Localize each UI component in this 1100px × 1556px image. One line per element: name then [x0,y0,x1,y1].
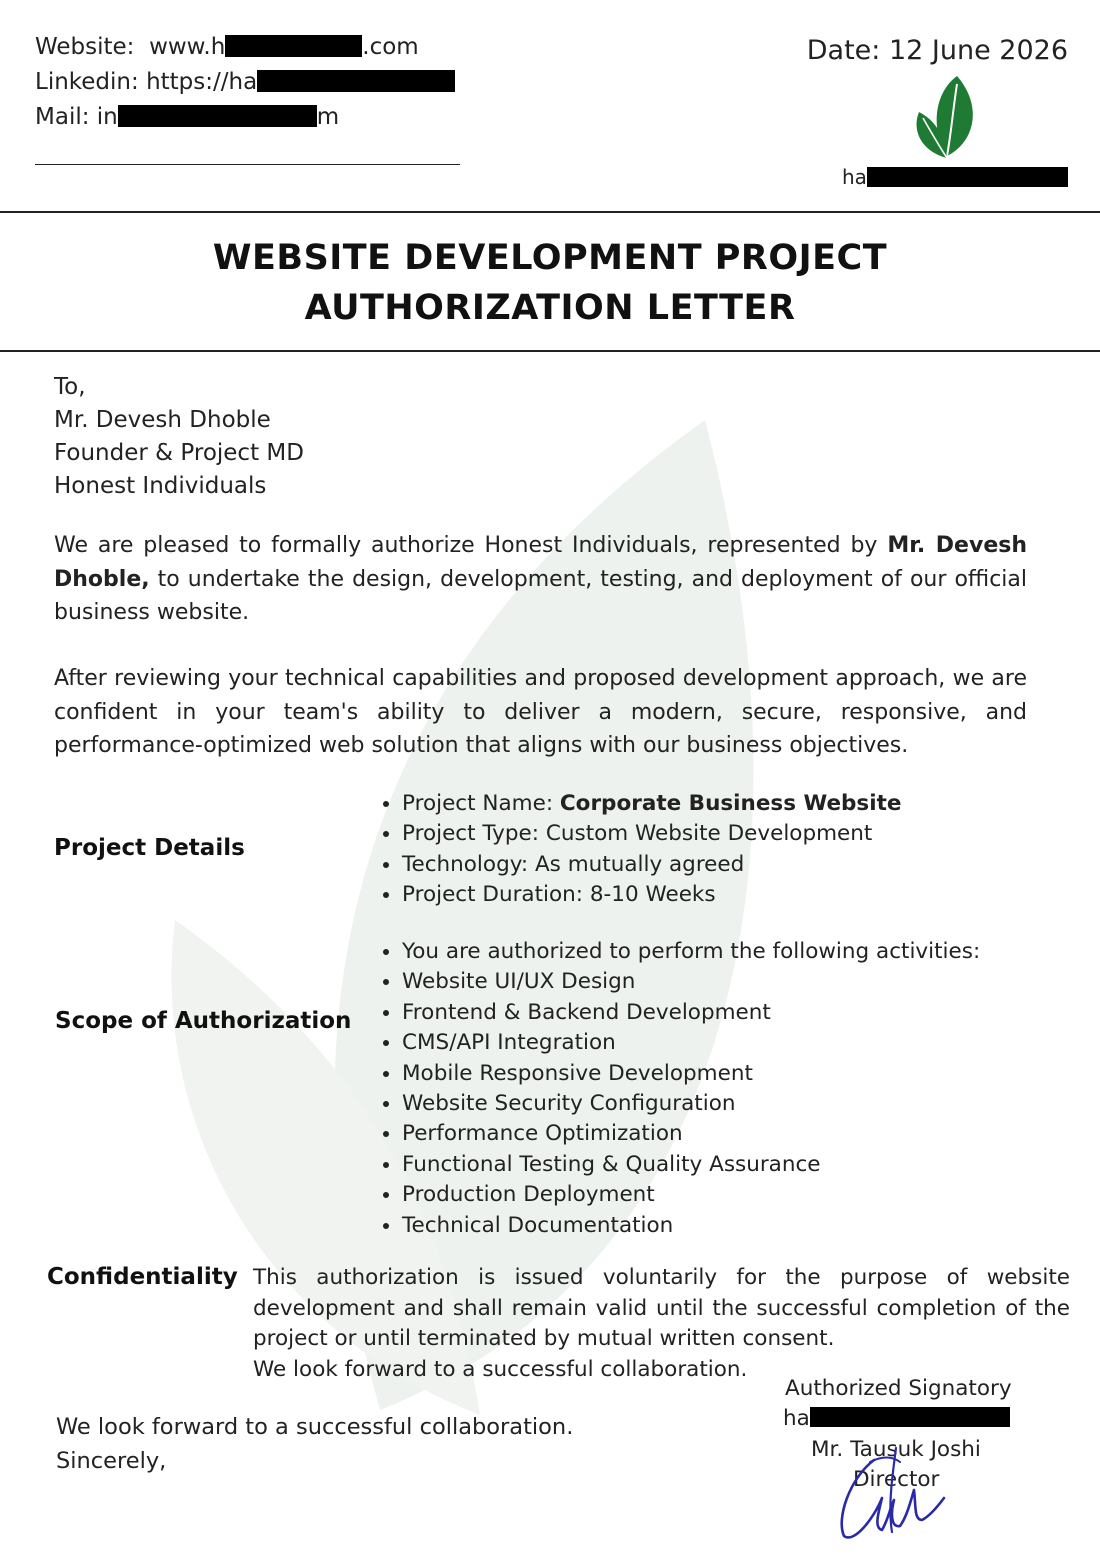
website-line [35,30,419,65]
list-item: • Project Duration: 8-10 Weeks [402,880,901,910]
signatory-company-prefix: ha [783,1406,810,1431]
recipient-company: Honest Individuals [54,473,267,499]
redaction-bar [118,105,317,127]
website-label: Website: [35,34,135,60]
website-suffix: .com [362,34,419,60]
mail-label: Mail: [35,104,90,130]
project-details-label: Project Details [54,835,245,861]
intro-text: We are pleased to formally authorize Honest Individuals, represented by [54,533,888,558]
website-prefix: www.h [149,34,226,60]
closing-line: We look forward to a successful collaboration. [56,1414,574,1440]
recipient-name: Mr. Devesh Dhoble [54,407,271,433]
intro-text-end: to undertake the design, development, testing, and deployment of our official business website. [54,566,1027,625]
signatory-heading: Authorized Signatory [785,1376,1012,1401]
recipient-role: Founder & Project MD [54,440,304,466]
list-item: • Project Type: Custom Website Development [402,819,901,849]
confidentiality-text: This authorization is issued voluntarily for the purpose of website development and shall remain valid until the successful completion of the project or until terminated by mutual written consent. [253,1265,1070,1352]
title-bottom-rule [0,350,1100,352]
redaction-bar [810,1407,1010,1427]
handwritten-signature [830,1428,950,1548]
list-item: • CMS/API Integration [402,1028,980,1058]
signatory-name: Mr. Tausuk Joshi [811,1437,981,1462]
list-item: • Performance Optimization [402,1119,980,1149]
mail-suffix: m [316,104,340,130]
signatory-title: Director [853,1467,940,1492]
list-item: • Website UI/UX Design [402,967,980,997]
linkedin-prefix: https://ha [146,69,258,95]
list-item: • You are authorized to perform the following activities: [402,937,980,967]
confidentiality-closing: We look forward to a successful collaboration. [253,1357,748,1382]
sincerely: Sincerely, [56,1448,167,1474]
project-details-list [378,789,901,911]
title-top-rule [0,211,1100,213]
header-underline [35,164,460,165]
project-name-value: Corporate Business Website [559,791,902,816]
list-item [402,789,901,819]
redaction-bar [225,35,362,57]
list-item: • Mobile Responsive Development [402,1059,980,1089]
letter-date: Date: 12 June 2026 [806,35,1068,66]
company-prefix: ha [842,165,867,189]
project-name-label: Project Name: [402,791,560,816]
salutation: To, [54,374,86,400]
list-item: • Technical Documentation [402,1211,980,1241]
recipient-block [54,371,304,503]
list-item: • Website Security Configuration [402,1089,980,1119]
letter-title-line2: AUTHORIZATION LETTER [304,288,796,328]
intro-bold-name: Mr. Devesh Dhoble, [54,533,1027,592]
mail-line [35,100,339,135]
list-item: • Technology: As mutually agreed [402,850,901,880]
redaction-bar [257,70,455,92]
list-item: • Production Deployment [402,1180,980,1210]
leaf-logo-icon [905,72,985,162]
intro-paragraph [54,529,1027,630]
redaction-bar [867,167,1068,187]
linkedin-line [35,65,455,100]
list-item: • Frontend & Backend Development [402,998,980,1028]
scope-list [378,937,980,1241]
company-name [842,163,1068,191]
confidence-paragraph: After reviewing your technical capabilities and proposed development approach, we are confident in your team's ability to deliver a modern, secure, responsive, and performance-optimized web solution that aligns with our business objectives. [54,666,1027,758]
list-item: • Functional Testing & Quality Assurance [402,1150,980,1180]
linkedin-label: Linkedin: [35,69,139,95]
confidentiality-label: Confidentiality [47,1264,238,1290]
scope-label: Scope of Authorization [55,1008,352,1034]
mail-prefix: in [96,104,118,130]
letter-title-line1: WEBSITE DEVELOPMENT PROJECT [212,238,888,278]
